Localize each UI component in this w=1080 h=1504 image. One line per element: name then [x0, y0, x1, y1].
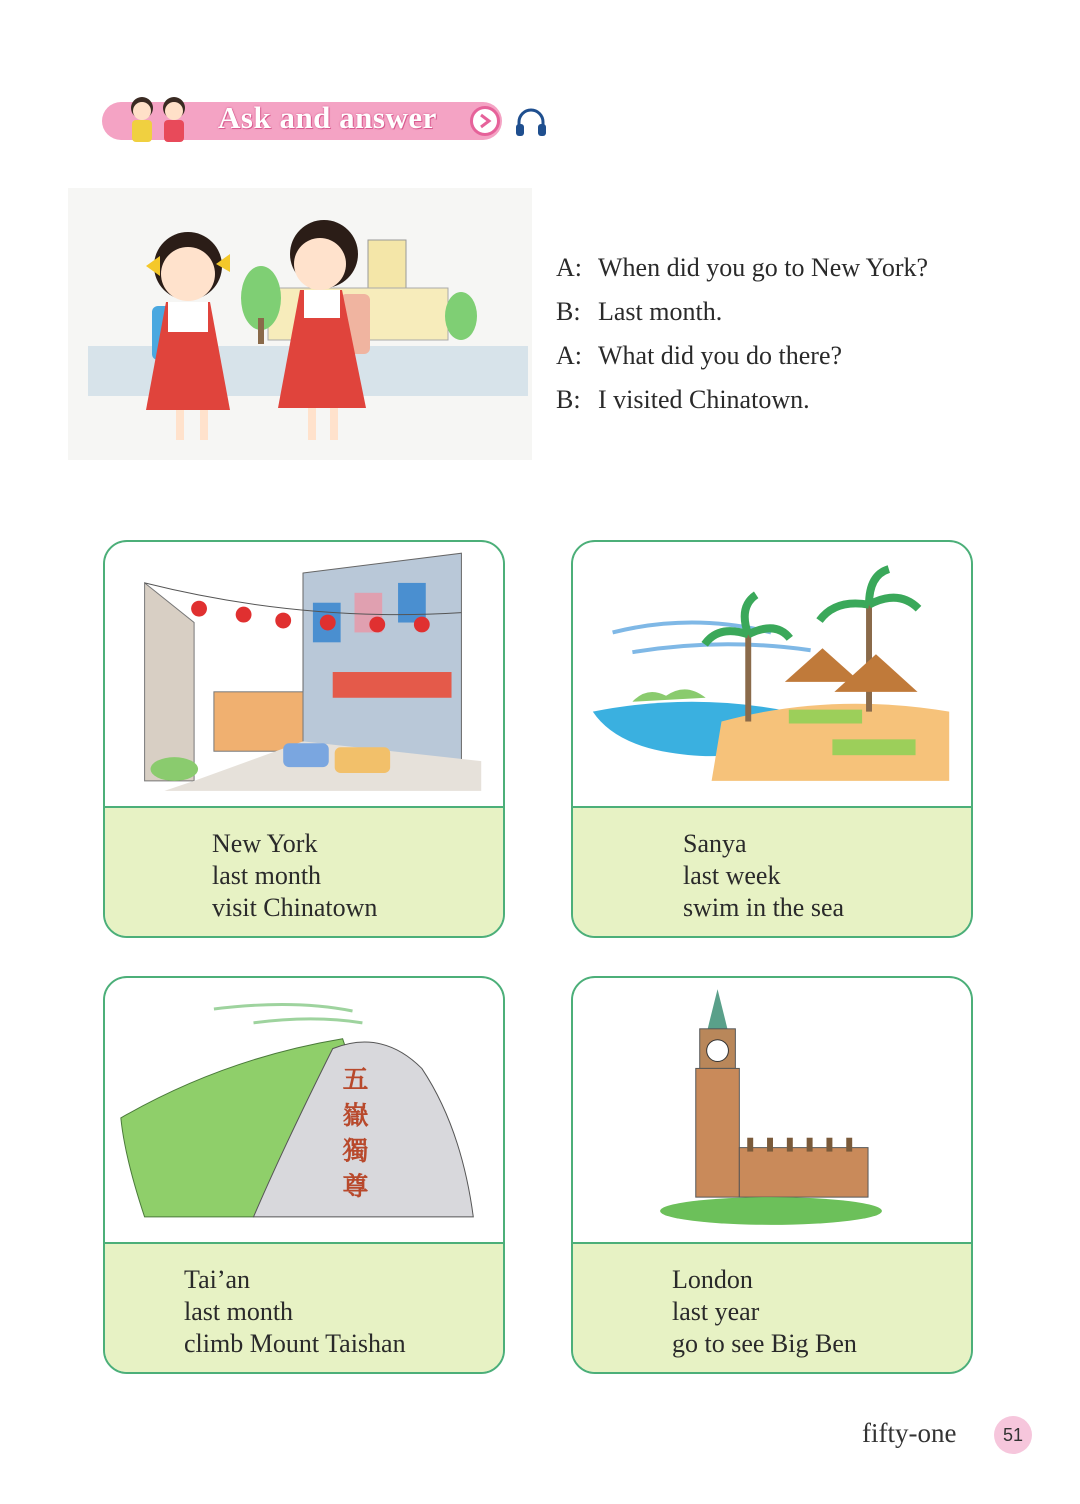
svg-text:嶽: 嶽 — [342, 1100, 369, 1131]
svg-text:尊: 尊 — [342, 1172, 369, 1203]
two-kids-icon — [118, 92, 198, 144]
sanya-beach-illustration — [573, 542, 971, 806]
card-time: last week — [683, 861, 781, 890]
dialogue-text: What did you do there? — [598, 341, 843, 370]
play-arrow-icon[interactable] — [470, 106, 500, 136]
card-time: last month — [212, 861, 322, 890]
card-activity: visit Chinatown — [212, 893, 378, 922]
card-new-york — [103, 540, 505, 938]
speaker-label: B: — [556, 297, 581, 326]
card-caption — [573, 1242, 971, 1374]
speaker-label: A: — [556, 253, 582, 282]
card-activity: climb Mount Taishan — [184, 1329, 406, 1358]
page-number-word: fifty-one — [862, 1418, 957, 1448]
speaker-label: A: — [556, 341, 582, 370]
dialogue-line — [556, 246, 928, 290]
page-number-badge: 51 — [994, 1416, 1032, 1454]
headphones-icon[interactable] — [514, 106, 548, 138]
two-girls-illustration — [68, 188, 532, 460]
dialogue-line — [556, 290, 928, 334]
card-place: Sanya — [683, 829, 747, 858]
svg-text:五: 五 — [342, 1065, 369, 1096]
dialogue — [556, 246, 928, 422]
card-taian — [103, 976, 505, 1374]
card-place: London — [672, 1265, 753, 1294]
card-caption — [105, 806, 503, 938]
card-london — [571, 976, 973, 1374]
card-caption — [573, 806, 971, 938]
chinatown-street-illustration — [105, 542, 503, 806]
card-place: Tai’an — [184, 1265, 251, 1294]
dialogue-text: When did you go to New York? — [598, 253, 929, 282]
dialogue-text: Last month. — [598, 297, 723, 326]
mount-taishan-illustration — [105, 978, 503, 1242]
card-activity: go to see Big Ben — [672, 1329, 857, 1358]
dialogue-line — [556, 378, 928, 422]
section-title: Ask and answer — [218, 100, 437, 135]
dialogue-text: I visited Chinatown. — [598, 385, 810, 414]
card-caption — [105, 1242, 503, 1374]
big-ben-illustration — [573, 978, 971, 1242]
speaker-label: B: — [556, 385, 581, 414]
card-place: New York — [212, 829, 318, 858]
card-time: last year — [672, 1297, 760, 1326]
svg-text:獨: 獨 — [342, 1136, 369, 1167]
card-sanya — [571, 540, 973, 938]
card-time: last month — [184, 1297, 294, 1326]
card-activity: swim in the sea — [683, 893, 845, 922]
dialogue-line — [556, 334, 928, 378]
